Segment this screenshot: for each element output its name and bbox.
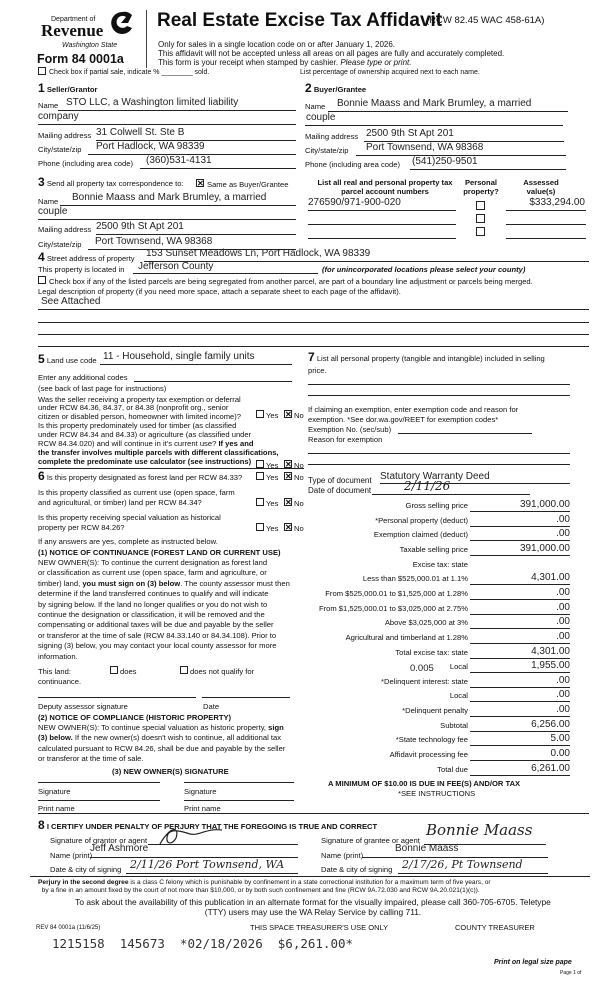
grantee-signature-label: Signature of grantee or agent — [321, 836, 420, 845]
correspondence-label: Send all property tax correspondence to: — [46, 179, 184, 188]
field-line — [100, 364, 292, 365]
notice-line: (3) below. If the new owner(s) doesn't wish to continue, all additional tax — [38, 733, 282, 743]
treasurer-stamp: 1215158 145673 *02/18/2026 $6,261.00* — [52, 936, 354, 951]
tax-row-value[interactable]: 0.00 — [550, 748, 570, 760]
header-divider — [146, 10, 147, 68]
field-line — [506, 238, 586, 239]
divider — [38, 468, 304, 469]
q-line: under RCW 84.36, 84.37, or 84.38 (nonprofit org., senior — [38, 403, 229, 413]
section-number: 4 — [38, 250, 45, 264]
tax-row-line — [470, 687, 570, 688]
tax-row-line — [470, 540, 570, 541]
forest-question-text: Is this property designated as forest land per RCW 84.33? — [46, 473, 243, 482]
signature-label: Signature — [184, 787, 217, 796]
field-line — [308, 224, 456, 225]
street-field[interactable]: 153 Sunset Meadows Ln, Port Hadlock, WA 98339 — [146, 248, 371, 259]
field-line — [38, 309, 589, 310]
q-bold: the transfer involves multiple parcels with different classifications, — [38, 448, 279, 457]
legal-size-note: Print on legal size pape — [494, 959, 572, 966]
grantor-name-field[interactable]: Jeff Ashmore — [90, 843, 149, 854]
corr-name-field[interactable]: Bonnie Maass and Mark Brumley, a married — [72, 192, 267, 203]
treasurer-use-label: THIS SPACE TREASURER'S USE ONLY — [250, 923, 389, 932]
tax-row-line — [470, 716, 570, 717]
partial-sale-label: Check box if partial sale, indicate % ________ sold. — [49, 69, 210, 76]
personal-property-checkbox[interactable] — [476, 227, 485, 236]
buyer-heading: Buyer/Grantee — [313, 85, 367, 94]
notice-line: NEW OWNER(S): To continue special valuation as historic property, sign — [38, 723, 284, 732]
reason-field[interactable] — [308, 453, 570, 454]
grantee-signature[interactable]: Bonnie Maass — [426, 821, 533, 839]
page-number: Page 1 of — [560, 970, 582, 976]
tax-row-line — [470, 731, 570, 732]
tax-row-value[interactable]: 4,301.00 — [531, 645, 570, 657]
partial-sale-checkbox[interactable] — [38, 67, 46, 75]
tax-row-value[interactable]: 5.00 — [550, 733, 570, 745]
assessed-header — [516, 178, 566, 196]
yes-label: Yes — [266, 499, 279, 508]
q-line: under RCW 84.34 and 84.33) or agriculture (as classified under — [38, 430, 252, 439]
ask-line-2: (TTY) users may use the WA Relay Service by calling 711. — [204, 906, 422, 917]
field-line — [308, 210, 456, 211]
exemption-no-field[interactable] — [398, 433, 532, 434]
field-line — [506, 210, 586, 211]
notice-line: information. — [38, 651, 78, 661]
current-use-question — [38, 488, 235, 508]
tax-row-value[interactable]: .00 — [556, 513, 570, 525]
tax-row-value[interactable]: .00 — [556, 528, 570, 540]
minimum-note: A MINIMUM OF $10.00 IS DUE IN FEE(S) AND/OR TAX — [328, 779, 521, 788]
tax-row-line — [470, 599, 570, 600]
tax-row-line — [470, 760, 570, 761]
seller-phone-label: Phone (including area code) — [38, 159, 133, 168]
notice-3-title: (3) NEW OWNER(S) SIGNATURE — [112, 767, 229, 776]
legal-description-field[interactable]: See Attached — [41, 296, 101, 307]
tax-row-line — [470, 555, 570, 556]
located-note: (for unincorporated locations please select your county) — [322, 265, 526, 274]
certify-text: I CERTIFY UNDER PENALTY OF PERJURY THAT THE FOREGOING IS TRUE AND CORRECT — [46, 822, 378, 831]
personal-property-label-2: price. — [308, 366, 327, 375]
notice-line: NEW OWNER(S): To continue the current designation as forest land — [38, 558, 268, 567]
section-number: 8 — [38, 818, 45, 832]
tax-row-value[interactable]: 6,261.00 — [531, 762, 570, 774]
tax-row-line — [470, 672, 570, 673]
q-line: property per RCW 84.26? — [38, 523, 125, 532]
tax-row-label: Gross selling price — [405, 501, 468, 510]
no-label: No — [294, 499, 304, 508]
does-qualify-checkbox[interactable] — [110, 666, 118, 674]
corr-mail-label: Mailing address — [38, 225, 92, 234]
assessed-value-field[interactable]: $333,294.00 — [529, 197, 585, 208]
perjury-text: is a class C felony which is punishable by confinement in a state correctional institution for a maximum term of five years, or — [128, 879, 491, 886]
note-2: This affidavit will not be accepted unless all areas on all pages are fully and accurately completed. — [158, 49, 505, 58]
yes-label: Yes — [266, 524, 279, 533]
buyer-city-field[interactable]: Port Townsend, WA 98368 — [366, 142, 484, 153]
note-3-text: This form is your receipt when stamped by cashier. — [158, 58, 339, 67]
field-line — [58, 110, 296, 111]
tax-row-label: Total due — [437, 764, 468, 774]
personal-header-1: Personal — [464, 178, 498, 187]
tax-row-line — [470, 511, 570, 512]
legal-label: Legal description of property (if you need more space, attach a separate sheet to each page of the affidavit). — [38, 287, 401, 296]
ownership-note: List percentage of ownership acquired next to each name. — [300, 69, 480, 76]
personal-property-text: List all personal property (tangible and intangible) included in selling — [316, 354, 545, 363]
tax-row-value[interactable]: .00 — [556, 586, 570, 598]
section-number: 2 — [305, 81, 312, 95]
section-3-heading — [38, 175, 184, 189]
tax-row-label: Subtotal — [440, 720, 468, 730]
street-label — [38, 250, 135, 264]
print-name-label: Print name — [184, 804, 221, 813]
q-line: Is this property predominately used for timber (as classified — [38, 421, 237, 430]
q-bold: complete the predominate use calculator (see instructions) — [38, 457, 252, 466]
buyer-mail-label: Mailing address — [305, 132, 359, 141]
tax-row-value[interactable]: .00 — [556, 601, 570, 613]
corr-name-field-2[interactable]: couple — [38, 206, 68, 217]
print-name-label: Print name — [38, 804, 75, 813]
q-exemption — [38, 396, 241, 421]
note-3-italic: Please type or print. — [340, 58, 412, 67]
located-field[interactable]: Jefferson County — [138, 261, 214, 272]
deputy-signature-label: Deputy assessor signature — [38, 702, 128, 711]
grantor-date-label: Date & city of signing — [50, 865, 122, 874]
doc-date-label: Date of document — [308, 486, 372, 495]
tax-row-label: Agricultural and timberland at 1.28% — [345, 632, 468, 642]
tax-row-line — [470, 584, 570, 585]
grantee-date-label: Date & city of signing — [321, 865, 393, 874]
if-yes-note: If any answers are yes, complete as instructed below. — [38, 537, 218, 546]
q-line: citizen or disabled person, homeowner with limited income)? — [38, 411, 242, 421]
notice-line: continue the designation or classification, it will be removed and the — [38, 610, 265, 620]
tax-row-line — [470, 775, 570, 776]
q-line: RCW 84.34.020) and will continue in it's current use? — [38, 439, 217, 448]
perjury-note — [38, 879, 491, 895]
no-label: No — [294, 473, 304, 482]
signature-line — [202, 697, 290, 698]
revenue-logo-text: Revenue — [41, 21, 104, 40]
buyer-phone-label: Phone (including area code) — [305, 160, 400, 169]
section-number: 6 — [38, 469, 45, 483]
corr-mail-field[interactable]: 2500 9th St Apt 201 — [96, 221, 184, 232]
tax-row-line — [470, 614, 570, 615]
parcel-header-1b: parcel account numbers — [341, 187, 429, 196]
tax-row-label: Local — [449, 691, 468, 701]
notice-2-title: (2) NOTICE OF COMPLIANCE (HISTORIC PROPERTY) — [38, 713, 232, 722]
assessed-header-2: value(s) — [526, 187, 556, 196]
field-line — [126, 873, 298, 874]
forest-question — [38, 469, 243, 483]
tax-row-label: *Delinquent penalty — [402, 706, 468, 716]
no-checkbox[interactable]: ✕ — [285, 498, 292, 507]
segregate-checkbox[interactable] — [38, 276, 46, 284]
no-checkbox[interactable]: ✕ — [285, 472, 292, 481]
buyer-city-label: City/state/zip — [305, 146, 349, 155]
grantee-date-field[interactable]: 2/17/26, Pt Townsend — [402, 858, 523, 871]
field-line — [140, 168, 296, 169]
field-line — [38, 334, 589, 335]
tax-row-label: *Delinquent interest: state — [381, 676, 468, 686]
historical-question — [38, 513, 221, 533]
parcel-header-1: List all real and personal property tax — [317, 178, 453, 187]
state-label: Washington State — [62, 42, 118, 49]
buyer-phone-field[interactable]: (541)250-9501 — [412, 156, 478, 167]
yes-label: Yes — [266, 461, 279, 470]
does-not-label: does not qualify for — [190, 667, 255, 676]
seller-name-field-2[interactable]: company — [38, 111, 79, 122]
signature-line — [184, 800, 294, 801]
personal-property-checkbox[interactable] — [476, 201, 485, 210]
signature-line — [184, 782, 294, 783]
field-line — [133, 273, 318, 274]
tax-row-label: *Personal property (deduct) — [375, 515, 468, 525]
additional-codes-label: Enter any additional codes — [38, 373, 128, 382]
signature-line — [38, 782, 160, 783]
tax-row-value[interactable]: 391,000.00 — [519, 499, 570, 510]
ask-line-1: To ask about the availability of this publication in an alternate format for the visually impaired, please call 360-705-6705. Teletype — [75, 897, 551, 907]
no-label: No — [294, 524, 304, 533]
field-line — [38, 322, 589, 323]
yes-label: Yes — [266, 473, 279, 482]
corr-name-label: Name — [38, 197, 59, 206]
divider — [30, 876, 590, 877]
notice-line: by signing below. If the land no longer qualifies or you do not wish to — [38, 599, 268, 609]
see-instructions: *SEE INSTRUCTIONS — [398, 789, 476, 798]
revenue-logo-icon — [108, 10, 136, 36]
form-number: Form 84 0001a — [37, 52, 124, 66]
section-1-heading — [38, 81, 98, 95]
grantee-name-field[interactable]: Bonnie Maass — [395, 843, 459, 854]
field-line — [38, 124, 296, 125]
field-line[interactable] — [308, 384, 570, 385]
located-label: This property is located in — [38, 265, 125, 274]
divider — [38, 813, 589, 814]
grantor-name-label: Name (print) — [50, 851, 93, 860]
yes-checkbox[interactable] — [256, 523, 264, 531]
tax-row-label: Above $3,025,000 at 3% — [384, 618, 468, 628]
this-land-label: This land: — [38, 667, 71, 676]
notice-line: determine if the land transferred continues to qualify and will indicate — [38, 589, 269, 599]
grantor-date-field[interactable]: 2/11/26 Port Townsend, WA — [130, 858, 285, 871]
notice-line: or classification as current use (open space, farm and agriculture, or — [38, 568, 267, 578]
local-rate: 0.005 — [410, 663, 434, 674]
q-timber — [38, 421, 279, 466]
segregate-label: Check box if any of the listed parcels are being segregated from another parcel, are part of a boundary line adjustment or parcels being merged. — [49, 277, 533, 286]
grantor-signature-label: Signature of grantor or agent — [50, 836, 148, 845]
see-back-label: (see back of last page for instructions) — [38, 384, 167, 393]
tax-row-value[interactable]: .00 — [556, 674, 570, 686]
same-as-buyer-label: Same as Buyer/Grantee — [207, 180, 289, 189]
tax-row-label: From $1,525,000.01 to $3,025,000 at 2.75% — [318, 603, 468, 613]
land-use-label — [38, 352, 97, 366]
field-line — [38, 219, 296, 220]
tax-row-label: Local — [449, 662, 468, 672]
seller-mail-label: Mailing address — [38, 131, 92, 140]
q-line: Is this property receiving special valuation as historical — [38, 513, 221, 522]
parcel-number-field[interactable]: 276590/971-900-020 — [308, 197, 401, 208]
corr-city-label: City/state/zip — [38, 240, 82, 249]
county-treasurer-label: COUNTY TREASURER — [455, 923, 535, 932]
parcel-header — [315, 178, 455, 196]
tax-row-line — [470, 526, 570, 527]
does-label: does — [120, 667, 137, 676]
tax-row-line — [470, 745, 570, 746]
yes-checkbox[interactable] — [256, 472, 264, 480]
note-3 — [158, 58, 411, 67]
buyer-mail-field[interactable]: 2500 9th St Apt 201 — [366, 128, 454, 139]
tax-row-label: From $525,000.01 to $1,525,000 at 1.28% — [325, 588, 468, 598]
q-line: Was the seller receiving a property tax exemption or deferral — [38, 395, 241, 404]
tax-row-line — [470, 643, 570, 644]
signature-line — [148, 844, 298, 845]
reason-label: Reason for exemption — [308, 435, 383, 444]
section-number: 7 — [308, 350, 315, 364]
doc-type-label: Type of document — [308, 476, 372, 485]
personal-property-checkbox[interactable] — [476, 214, 485, 223]
field-line — [96, 234, 296, 235]
field-line — [328, 111, 568, 112]
deputy-date-label: Date — [203, 702, 220, 711]
doc-date-field[interactable]: 2/11/26 — [404, 479, 451, 493]
buyer-name-label: Name — [305, 102, 326, 111]
buyer-name-field-2[interactable]: couple — [306, 112, 336, 123]
section-number: 5 — [38, 352, 45, 366]
notice-2-text — [38, 723, 285, 765]
section-number: 1 — [38, 81, 45, 95]
exemption-note-1: If claiming an exemption, enter exemption code and reason for — [308, 405, 519, 414]
tax-row-line — [470, 658, 570, 659]
note-1: Only for sales in a single location code on or after January 1, 2026. — [158, 40, 396, 49]
tax-row-value[interactable]: .00 — [556, 616, 570, 628]
field-line[interactable] — [308, 395, 570, 396]
street-label-text: Street address of property — [46, 254, 135, 263]
tax-row-label: Less than $525,000.01 at 1.1% — [362, 574, 468, 584]
seller-city-label: City/state/zip — [38, 145, 82, 154]
field-line — [38, 346, 589, 347]
notice-line: calculated pursuant to RCW 84.26, shall be due and payable by the seller — [38, 743, 286, 753]
yes-label: Yes — [266, 411, 279, 420]
personal-header — [460, 178, 502, 196]
q-bold: If yes and — [218, 439, 254, 448]
perjury-bold: Perjury in the second degree — [38, 879, 129, 886]
rcw-ref: (RCW 82.45 WAC 458-61A) — [426, 15, 545, 26]
notice-line: signing (3) below, you may contact your local county assessor for more — [38, 641, 277, 651]
perjury-text-2: by a fine in an amount fixed by the court of not more than $10,000, or by both such confinement and fine (RCW 9A.72.030 and RCW 9A.20.021(1)(c)). — [41, 887, 480, 894]
notice-line: timber) land, you must sign on (3) below. The county assessor must then — [38, 578, 290, 588]
page-title: Real Estate Excise Tax Affidavit — [157, 10, 443, 31]
tax-row-line — [470, 701, 570, 702]
land-use-field[interactable]: 11 - Household, single family units — [103, 351, 255, 362]
yes-checkbox[interactable] — [256, 410, 264, 418]
does-not-qualify-checkbox[interactable] — [180, 666, 188, 674]
no-checkbox[interactable]: ✕ — [285, 523, 292, 532]
land-use-label-text: Land use code — [46, 356, 97, 365]
tax-row-label: Affidavit processing fee — [389, 750, 468, 760]
section-number: 3 — [38, 175, 45, 189]
seller-heading: Seller/Grantor — [46, 85, 98, 94]
reason-field[interactable] — [308, 464, 570, 465]
yes-checkbox[interactable] — [256, 460, 264, 468]
buyer-name-field[interactable]: Bonnie Maass and Mark Brumley, a married — [337, 98, 532, 109]
q-line: and agricultural, or timber) land per RCW 84.34? — [38, 498, 202, 507]
assessed-header-1: Assessed — [523, 178, 559, 187]
personal-header-2: property? — [463, 187, 499, 196]
no-checkbox[interactable]: ✕ — [285, 410, 292, 419]
tax-row-value[interactable]: .00 — [556, 704, 570, 716]
seller-name-label: Name — [38, 101, 59, 110]
exemption-no-label: Exemption No. (sec/sub) — [308, 425, 392, 434]
signature-label: Signature — [38, 787, 71, 796]
notice-1-title: (1) NOTICE OF CONTINUANCE (FOREST LAND OR CURRENT USE) — [38, 548, 281, 557]
tax-row-label: Total excise tax: state — [395, 647, 468, 657]
tax-row-label: *State technology fee — [395, 735, 468, 745]
notice-line: or transferor at the time of sale. — [38, 754, 144, 764]
signature-line — [38, 800, 160, 801]
dept-label: Department of — [51, 16, 96, 23]
notice-line: compensating or additional taxes will be due and payable by the seller — [38, 620, 274, 630]
field-line — [398, 873, 548, 874]
field-line — [372, 494, 530, 495]
seller-mail-field[interactable]: 31 Colwell St. Ste B — [96, 127, 185, 138]
revision-label: REV 84 0001a (11/6/25) — [36, 925, 101, 931]
seller-phone-field[interactable]: (360)531-4131 — [146, 155, 212, 166]
doc-type-field[interactable]: Statutory Warranty Deed — [380, 471, 490, 482]
tax-row-value[interactable]: .00 — [556, 689, 570, 701]
exemption-note-2: exemption. *See dor.wa.gov/REET for exemption codes* — [308, 415, 499, 424]
tax-row-label: Exemption claimed (deduct) — [373, 530, 468, 540]
tax-row-label: Taxable selling price — [399, 544, 468, 554]
no-label: No — [294, 411, 304, 420]
signature-line — [38, 697, 196, 698]
corr-city-field[interactable]: Port Townsend, WA 98368 — [95, 236, 213, 247]
seller-city-field[interactable]: Port Hadlock, WA 98339 — [96, 141, 205, 152]
same-as-buyer-checkbox[interactable]: ✕ — [197, 179, 204, 188]
field-line — [60, 205, 296, 206]
tax-row-value[interactable]: 391,000.00 — [519, 542, 570, 554]
field-line — [410, 169, 566, 170]
no-checkbox[interactable]: ✕ — [285, 460, 292, 469]
section-2-heading — [305, 81, 367, 95]
tax-row-line — [470, 628, 570, 629]
grantee-name-label: Name (print) — [321, 851, 364, 860]
field-line — [134, 381, 292, 382]
tax-row-label: Excise tax: state — [412, 559, 468, 569]
continuance-label: continuance. — [38, 677, 82, 686]
tax-row-value[interactable]: 6,256.00 — [531, 718, 570, 730]
no-label: No — [294, 461, 304, 470]
tax-row-value[interactable]: 4,301.00 — [531, 572, 570, 584]
field-line — [305, 125, 563, 126]
field-line — [506, 224, 586, 225]
q-line: Is this property classified as current use (open space, farm — [38, 488, 235, 497]
field-line — [308, 238, 456, 239]
notice-1-text — [38, 558, 290, 662]
notice-line: or transferor at the time of sale (RCW 84.33.140 or 84.34.108). Prior to — [38, 630, 277, 640]
seller-name-field[interactable]: STO LLC, a Washington limited liability — [66, 97, 239, 108]
personal-property-label — [308, 350, 545, 364]
tax-row-value[interactable]: 1,955.00 — [531, 660, 570, 672]
tax-row-value[interactable]: .00 — [556, 630, 570, 642]
yes-checkbox[interactable] — [256, 498, 264, 506]
alternate-format-note — [48, 898, 578, 917]
